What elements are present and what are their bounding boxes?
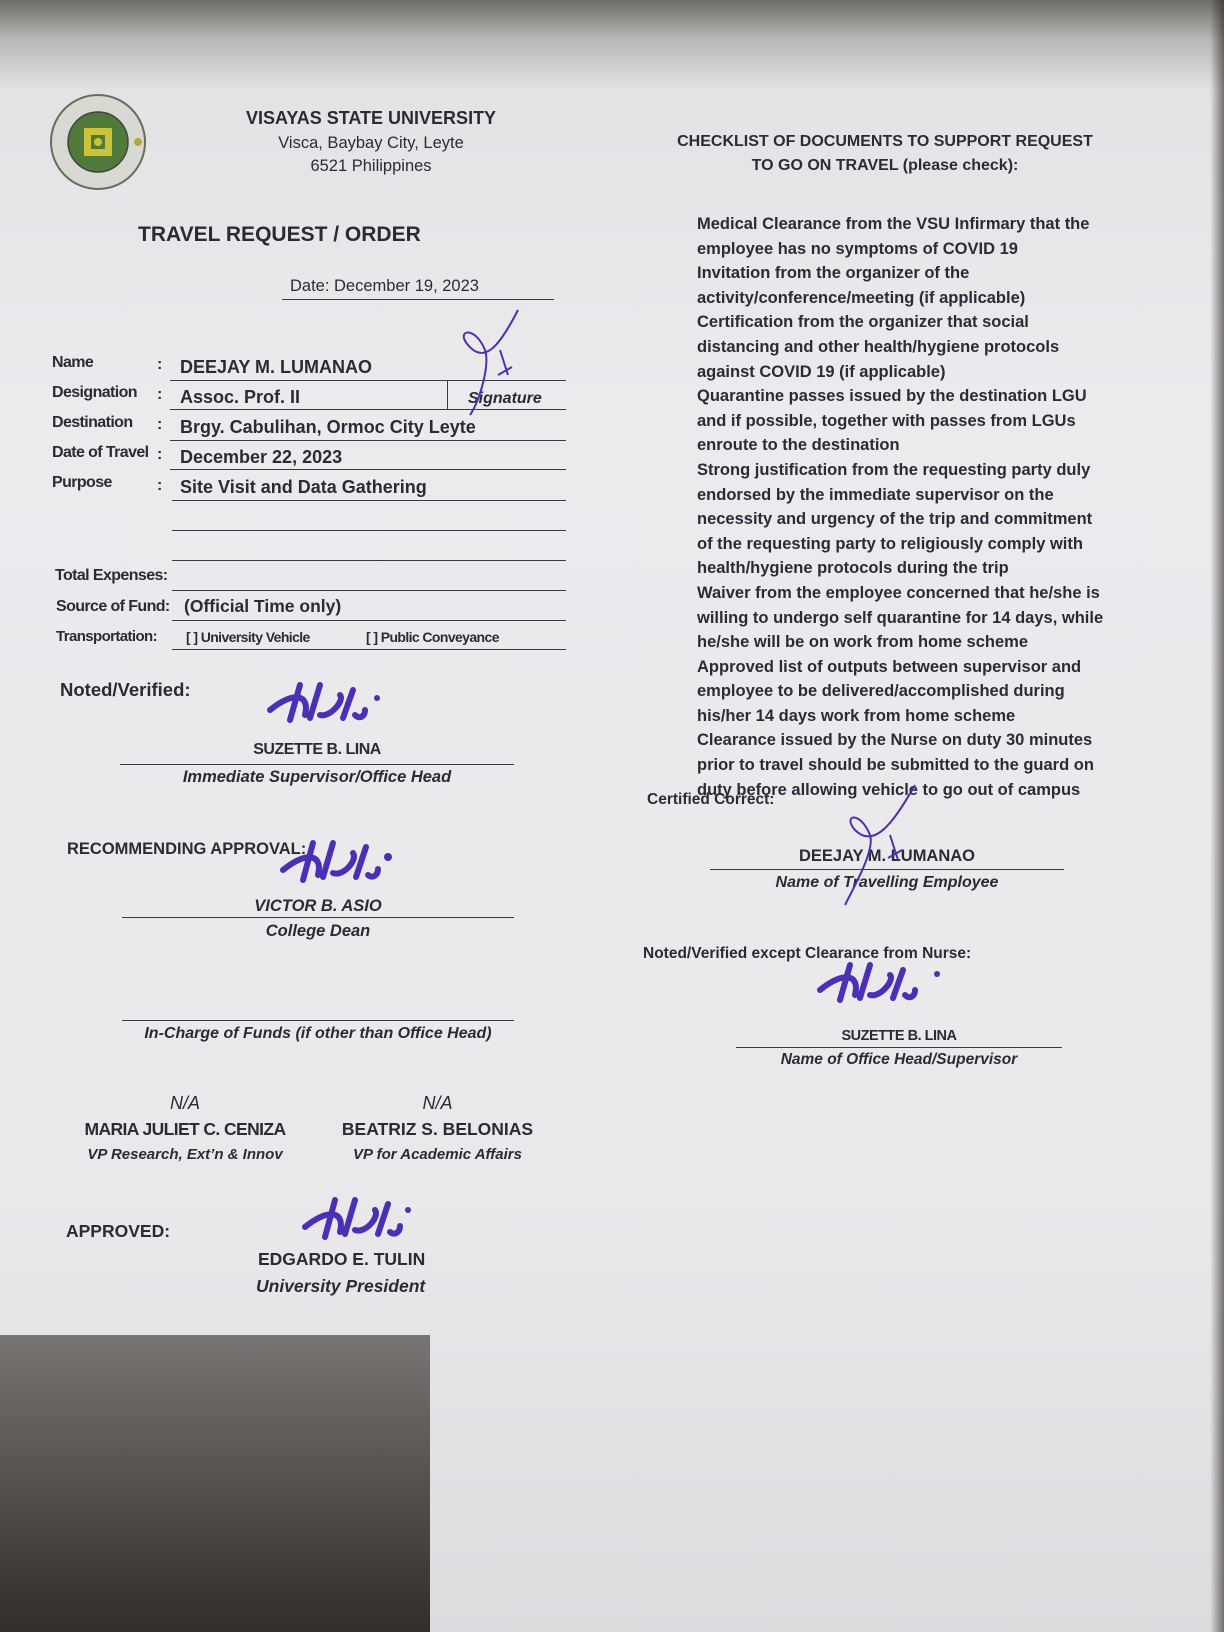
- employee-signature-certified: [820, 780, 920, 910]
- certified-correct-label: Certified Correct:: [647, 791, 775, 808]
- source-of-fund-label: Source of Fund:: [56, 598, 170, 615]
- checklist-line: enroute to the destination: [697, 436, 900, 455]
- checklist-line: Invitation from the organizer of the: [697, 264, 970, 283]
- funds-incharge-title: In-Charge of Funds (if other than Office Head): [144, 1025, 492, 1042]
- checklist-line: Waiver from the employee concerned that he/she is: [697, 583, 1100, 602]
- checklist-line: and if possible, together with passes from LGUs: [697, 411, 1076, 430]
- checklist-line: Medical Clearance from the VSU Infirmary that the: [697, 215, 1090, 233]
- employee-signature: [440, 305, 540, 425]
- supervisor-title: Immediate Supervisor/Office Head: [182, 768, 452, 786]
- total-expenses-label: Total Expenses:: [55, 567, 168, 584]
- president-title: University President: [256, 1276, 426, 1296]
- dean-title: College Dean: [265, 922, 371, 940]
- university-postal: 6521 Philippines: [310, 157, 432, 175]
- colon: :: [157, 356, 163, 373]
- colon: :: [157, 416, 163, 433]
- checklist-line: Clearance issued by the Nurse on duty 30 minutes: [697, 731, 1093, 750]
- supervisor-signature: [265, 680, 385, 730]
- source-of-fund-value[interactable]: (Official Time only): [184, 596, 342, 616]
- transport-public-conveyance-checkbox[interactable]: [ ] Public Conveyance: [366, 629, 499, 645]
- date-of-travel-label: Date of Travel: [52, 444, 149, 461]
- checklist-line: Strong justification from the requesting party duly: [697, 460, 1091, 479]
- transportation-label: Transportation:: [56, 628, 158, 645]
- dean-signature: [278, 835, 398, 890]
- checklist-line: duty before allowing vehicle to go out of campus: [697, 780, 1081, 799]
- form-title: TRAVEL REQUEST / ORDER: [138, 223, 421, 246]
- supervisor-name: SUZETTE B. LINA: [253, 741, 381, 758]
- vp-academic-name: BEATRIZ S. BELONIAS: [341, 1119, 534, 1139]
- transport-university-vehicle-checkbox[interactable]: [ ] University Vehicle: [186, 629, 310, 645]
- university-name: VISAYAS STATE UNIVERSITY: [246, 108, 497, 128]
- vp-research-na: N/A: [169, 1093, 200, 1113]
- purpose-value[interactable]: Site Visit and Data Gathering: [180, 477, 427, 497]
- vp-research-title: VP Research, Ext’n & Innov: [87, 1146, 283, 1163]
- checklist-title-line1: CHECKLIST OF DOCUMENTS TO SUPPORT REQUEST: [677, 133, 1093, 150]
- checklist-line: willing to undergo self quarantine for 14 days, while: [697, 608, 1104, 627]
- date-of-travel-value[interactable]: December 22, 2023: [180, 447, 343, 467]
- request-date: Date: December 19, 2023: [290, 277, 479, 295]
- noted-except-label: Noted/Verified except Clearance from Nurse:: [643, 945, 972, 962]
- checklist-line: activity/conference/meeting (if applicable): [697, 288, 1026, 307]
- checklist-title-line2: TO GO ON TRAVEL (please check):: [751, 157, 1019, 174]
- checklist-line: of the requesting party to religiously comply with: [697, 534, 1083, 553]
- checklist-line: Approved list of outputs between supervisor and: [697, 657, 1082, 676]
- designation-value[interactable]: Assoc. Prof. II: [180, 387, 301, 407]
- checklist-line: endorsed by the immediate supervisor on the: [697, 485, 1054, 504]
- destination-label: Destination: [52, 414, 133, 431]
- checklist-line: Quarantine passes issued by the destination LGU: [697, 387, 1087, 406]
- purpose-label: Purpose: [52, 474, 112, 491]
- colon: :: [157, 477, 163, 494]
- checklist-line: employee to be delivered/accomplished during: [697, 682, 1065, 701]
- recommending-approval-label: RECOMMENDING APPROVAL:: [67, 840, 307, 858]
- president-signature: [300, 1192, 420, 1247]
- colon: :: [157, 446, 163, 463]
- noted-verified-label: Noted/Verified:: [60, 679, 191, 700]
- office-head-name: SUZETTE B. LINA: [841, 1028, 957, 1044]
- dean-name: VICTOR B. ASIO: [254, 897, 382, 915]
- name-value[interactable]: DEEJAY M. LUMANAO: [180, 357, 373, 377]
- checklist-line: distancing and other health/hygiene protocols: [697, 337, 1060, 356]
- vp-academic-na: N/A: [422, 1093, 453, 1113]
- approved-label: APPROVED:: [66, 1221, 171, 1241]
- checklist-items: [697, 212, 1177, 802]
- page-edge-shadow: [1210, 0, 1224, 1632]
- checklist-line: his/her 14 days work from home scheme: [697, 706, 1016, 725]
- colon: :: [157, 386, 163, 403]
- university-seal-logo: [48, 92, 148, 192]
- vp-academic-title: VP for Academic Affairs: [353, 1146, 522, 1163]
- checklist-line: Certification from the organizer that social: [697, 313, 1029, 332]
- checklist-line: health/hygiene protocols during the trip: [697, 559, 1009, 578]
- checklist-line: employee has no symptoms of COVID 19: [697, 239, 1018, 258]
- checklist-line: prior to travel should be submitted to the guard on: [697, 756, 1094, 775]
- employee-name: DEEJAY M. LUMANAO: [798, 847, 976, 865]
- checklist-line: necessity and urgency of the trip and commitment: [697, 510, 1093, 529]
- signature-label: Signature: [468, 390, 542, 407]
- name-label: Name: [52, 354, 94, 371]
- designation-label: Designation: [52, 384, 137, 401]
- checklist-line: he/she will be on work from home scheme: [697, 633, 1028, 652]
- vp-research-name: MARIA JULIET C. CENIZA: [84, 1119, 286, 1139]
- office-head-title: Name of Office Head/Supervisor: [780, 1051, 1018, 1068]
- employee-title: Name of Travelling Employee: [775, 874, 999, 891]
- destination-value[interactable]: Brgy. Cabulihan, Ormoc City Leyte: [180, 417, 476, 437]
- photo-shadow: [0, 1335, 430, 1632]
- checklist-line: against COVID 19 (if applicable): [697, 362, 946, 381]
- office-head-signature: [815, 960, 955, 1015]
- university-address: Visca, Baybay City, Leyte: [278, 134, 464, 152]
- president-name: EDGARDO E. TULIN: [258, 1249, 426, 1269]
